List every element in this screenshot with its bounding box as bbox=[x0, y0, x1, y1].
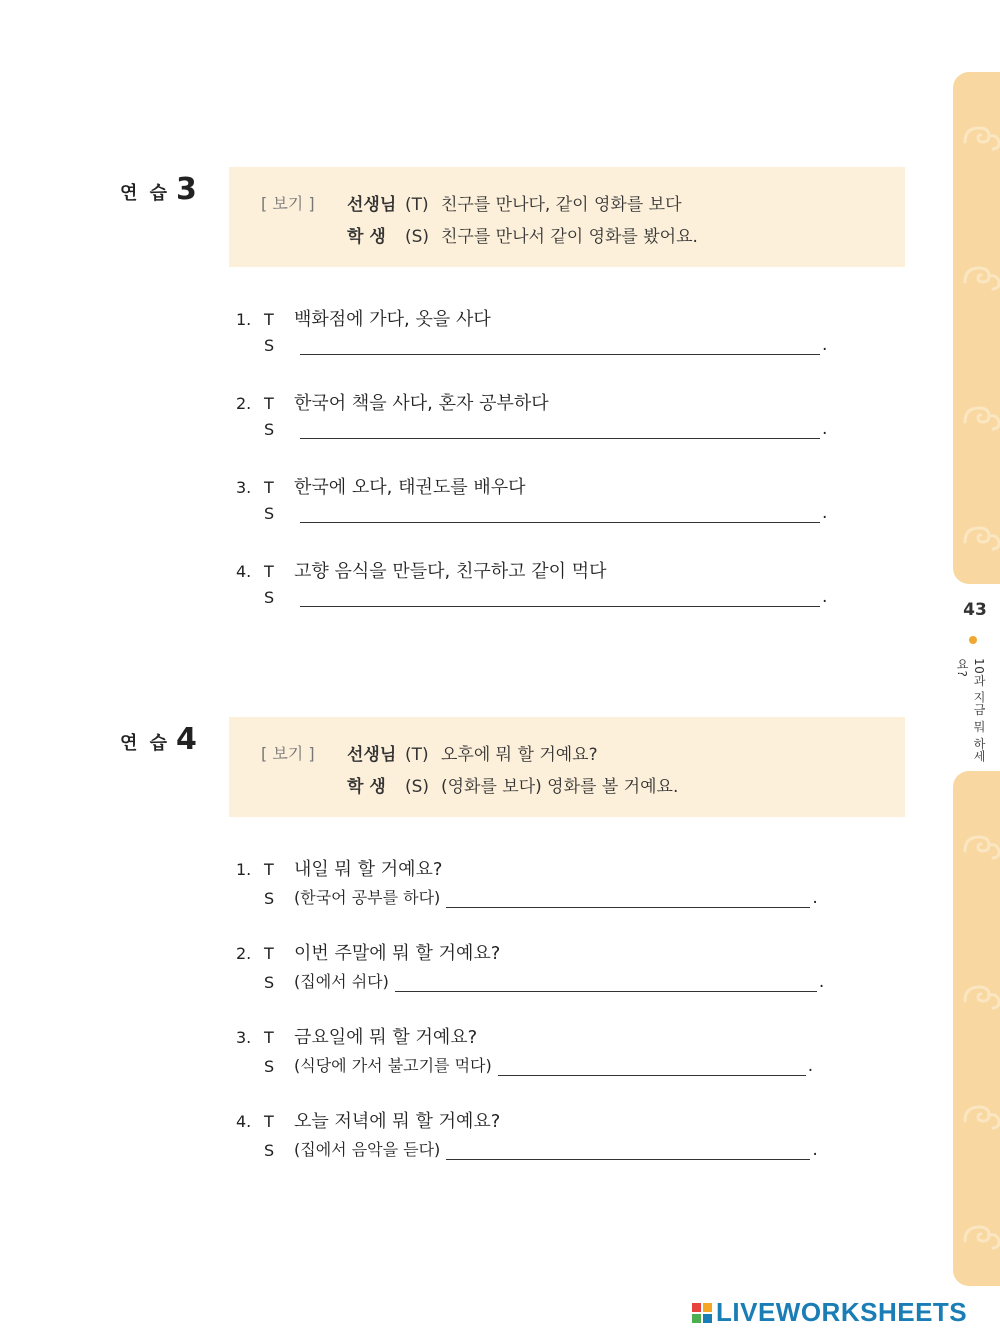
logo-blocks-icon bbox=[692, 1303, 712, 1323]
answer-hint: (집에서 쉬다) bbox=[294, 972, 389, 991]
exercise-3-label: 연 습 3 bbox=[120, 172, 197, 207]
question-text: 한국어 책을 사다, 혼자 공부하다 bbox=[294, 393, 549, 414]
liveworksheets-logo: LIVEWORKSHEETS bbox=[692, 1297, 967, 1328]
answer-hint: (한국어 공부를 하다) bbox=[294, 888, 441, 907]
period: . bbox=[822, 419, 828, 439]
period: . bbox=[818, 972, 825, 992]
question-text: 금요일에 뭐 할 거예요? bbox=[294, 1027, 478, 1048]
example-tag: [ 보기 ] bbox=[261, 744, 315, 763]
cloud-swirl-icon bbox=[959, 512, 1000, 556]
question-2 bbox=[236, 389, 549, 415]
period: . bbox=[822, 503, 828, 523]
question-text: 한국에 오다, 태권도를 배우다 bbox=[294, 477, 526, 498]
answer-blank-input[interactable] bbox=[300, 420, 820, 439]
teacher-marker: T bbox=[264, 1112, 274, 1131]
student-marker: S bbox=[264, 336, 275, 355]
student-marker: S bbox=[264, 889, 275, 908]
question-text: 내일 뭐 할 거예요? bbox=[294, 859, 443, 880]
student-marker: S bbox=[264, 1141, 275, 1160]
example-teacher-line: 선생님 (T) 친구를 만나다, 같이 영화를 보다 bbox=[347, 195, 682, 215]
question-2 bbox=[236, 939, 500, 965]
student-marker: S bbox=[264, 973, 275, 992]
answer-line-4 bbox=[264, 1137, 818, 1160]
answer-line-1 bbox=[264, 335, 827, 355]
example-student-line: 학 생 (S) 친구를 만나서 같이 영화를 봤어요. bbox=[347, 227, 698, 247]
answer-hint: (집에서 음악을 듣다) bbox=[294, 1140, 441, 1159]
student-marker: S bbox=[264, 1057, 275, 1076]
answer-blank-input[interactable] bbox=[446, 889, 810, 908]
exercise-4-label: 연 습 4 bbox=[120, 722, 197, 757]
student-marker: S bbox=[264, 588, 275, 607]
answer-line-2 bbox=[264, 419, 827, 439]
question-number: 2. bbox=[236, 394, 252, 413]
question-1 bbox=[236, 855, 442, 881]
side-tab-bottom bbox=[953, 771, 1000, 1286]
exercise-3-example-box bbox=[229, 167, 905, 267]
question-4 bbox=[236, 1107, 500, 1133]
period: . bbox=[812, 888, 818, 908]
side-tab-top bbox=[953, 72, 1000, 584]
period: . bbox=[822, 587, 828, 607]
bullet-dot-icon bbox=[969, 636, 977, 644]
example-tag: [ 보기 ] bbox=[261, 194, 315, 213]
question-number: 4. bbox=[236, 1112, 252, 1131]
teacher-marker: T bbox=[264, 860, 274, 879]
answer-line-3 bbox=[264, 1053, 813, 1076]
question-number: 1. bbox=[236, 860, 252, 879]
question-number: 4. bbox=[236, 562, 252, 581]
page-number: 43 bbox=[963, 600, 987, 620]
student-marker: S bbox=[264, 504, 275, 523]
cloud-swirl-icon bbox=[959, 392, 1000, 436]
answer-blank-input[interactable] bbox=[300, 504, 820, 523]
teacher-marker: T bbox=[264, 310, 274, 329]
answer-hint: (식당에 가서 불고기를 먹다) bbox=[294, 1056, 492, 1075]
answer-line-3 bbox=[264, 503, 827, 523]
question-number: 1. bbox=[236, 310, 252, 329]
answer-blank-input[interactable] bbox=[300, 336, 820, 355]
teacher-marker: T bbox=[264, 562, 274, 581]
cloud-swirl-icon bbox=[959, 1211, 1000, 1255]
answer-line-1 bbox=[264, 885, 818, 908]
answer-blank-input[interactable] bbox=[395, 973, 817, 992]
answer-blank-input[interactable] bbox=[446, 1141, 810, 1160]
question-number: 3. bbox=[236, 478, 252, 497]
chapter-title: 10과 지금 뭐 하세요? bbox=[955, 658, 986, 763]
teacher-marker: T bbox=[264, 1028, 274, 1047]
teacher-marker: T bbox=[264, 394, 274, 413]
period: . bbox=[807, 1056, 814, 1076]
example-student-line: 학 생 (S) (영화를 보다) 영화를 볼 거예요. bbox=[347, 777, 679, 797]
question-3 bbox=[236, 473, 526, 499]
cloud-swirl-icon bbox=[959, 821, 1000, 865]
example-teacher-line: 선생님 (T) 오후에 뭐 할 거예요? bbox=[347, 745, 598, 765]
cloud-swirl-icon bbox=[959, 252, 1000, 296]
answer-line-4 bbox=[264, 587, 827, 607]
question-4 bbox=[236, 557, 607, 583]
cloud-swirl-icon bbox=[959, 112, 1000, 156]
question-text: 이번 주말에 뭐 할 거예요? bbox=[294, 943, 501, 964]
answer-line-2 bbox=[264, 969, 824, 992]
question-text: 오늘 저녁에 뭐 할 거예요? bbox=[294, 1111, 501, 1132]
answer-blank-input[interactable] bbox=[300, 588, 820, 607]
question-text: 백화점에 가다, 옷을 사다 bbox=[294, 309, 491, 330]
teacher-marker: T bbox=[264, 478, 274, 497]
teacher-marker: T bbox=[264, 944, 274, 963]
question-text: 고향 음식을 만들다, 친구하고 같이 먹다 bbox=[294, 561, 607, 582]
period: . bbox=[812, 1140, 818, 1160]
question-3 bbox=[236, 1023, 477, 1049]
exercise-4-example-box bbox=[229, 717, 905, 817]
question-1 bbox=[236, 305, 491, 331]
cloud-swirl-icon bbox=[959, 971, 1000, 1015]
cloud-swirl-icon bbox=[959, 1091, 1000, 1135]
question-number: 3. bbox=[236, 1028, 252, 1047]
student-marker: S bbox=[264, 420, 275, 439]
answer-blank-input[interactable] bbox=[498, 1057, 806, 1076]
period: . bbox=[822, 335, 828, 355]
question-number: 2. bbox=[236, 944, 252, 963]
